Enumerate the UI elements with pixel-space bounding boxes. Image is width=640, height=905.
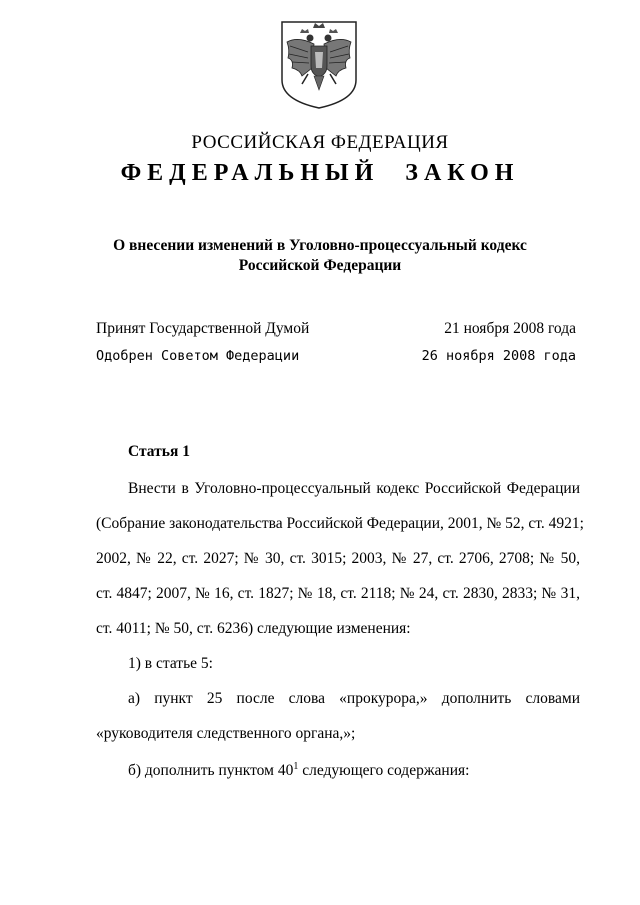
duma-adoption-label: Принят Государственной Думой [96, 320, 310, 337]
council-approval-date: 26 ноября 2008 года [421, 348, 576, 364]
country-title: РОССИЙСКАЯ ФЕДЕРАЦИЯ [191, 132, 449, 153]
amendment-subitem-continuation: «руководителя следственного органа,»; [96, 725, 356, 742]
amendment-item: 1) в статье 5: [128, 655, 213, 672]
superscript-number: 1 [293, 760, 299, 772]
article-title: Статья 1 [128, 443, 190, 460]
subject-line-2: Российской Федерации [238, 257, 402, 274]
amendment-subitem: а) пункт 25 после слова «прокурора,» дополнить словами [128, 690, 580, 707]
article-text-line: ст. 4847; 2007, № 16, ст. 1827; № 18, ст. 2118; № 24, ст. 2830, 2833; № 31, [96, 585, 580, 602]
amendment-subitem [128, 762, 580, 780]
document-type-title: ФЕДЕРАЛЬНЫЙ ЗАКОН [120, 160, 520, 186]
amendment-text-suffix: следующего содержания: [298, 762, 470, 779]
article-text-line: (Собрание законодательства Российской Федерации, 2001, № 52, ст. 4921; [96, 515, 584, 532]
amendment-text-prefix: б) дополнить пунктом 40 [128, 762, 294, 779]
council-approval-label: Одобрен Советом Федерации [96, 348, 300, 364]
article-text-line: Внести в Уголовно-процессуальный кодекс Российской Федерации [128, 480, 580, 497]
duma-adoption-date: 21 ноября 2008 года [444, 320, 576, 337]
law-subject-title [60, 236, 580, 276]
subject-line-1: О внесении изменений в Уголовно-процессуальный кодекс [113, 237, 527, 254]
article-text-line: 2002, № 22, ст. 2027; № 30, ст. 3015; 2003, № 27, ст. 2706, 2708; № 50, [96, 550, 580, 567]
coat-of-arms-emblem [278, 18, 360, 110]
article-text-line: ст. 4011; № 50, ст. 6236) следующие изменения: [96, 620, 411, 637]
